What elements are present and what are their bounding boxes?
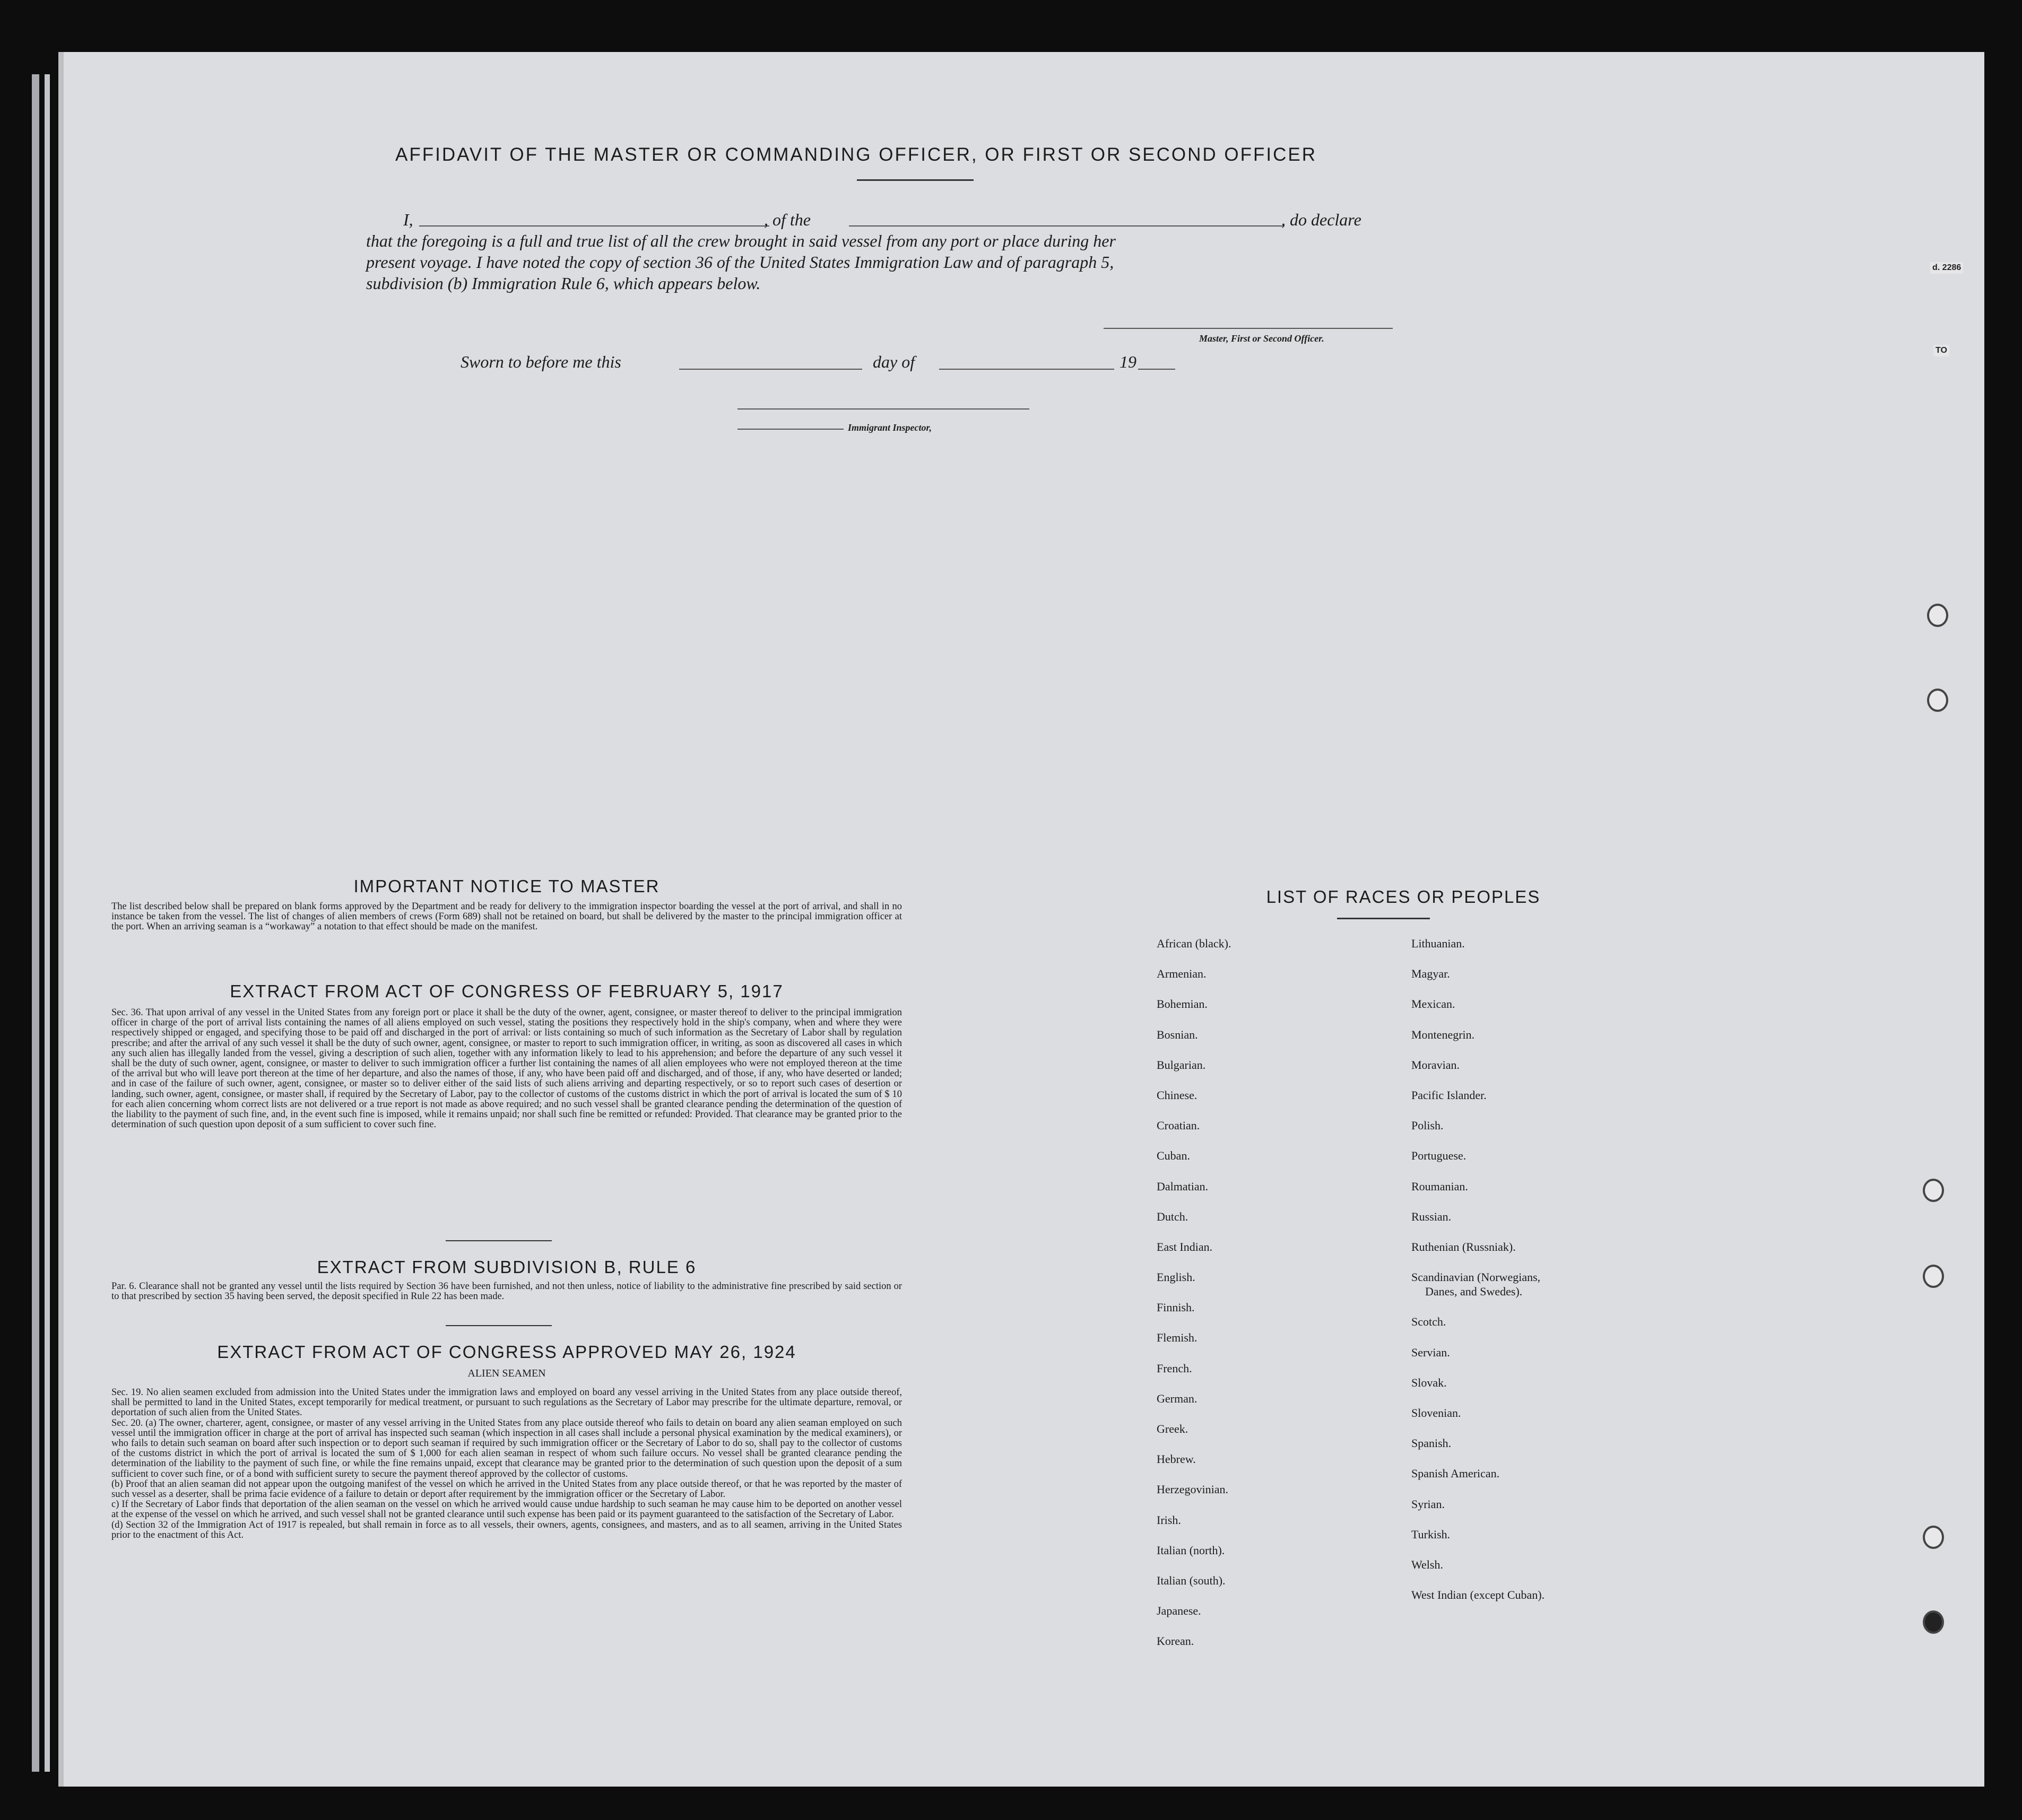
race-item: Lithuanian. [1411, 937, 1465, 950]
binding-hole [1927, 689, 1948, 712]
master-signature-label: Master, First or Second Officer. [1199, 333, 1324, 344]
month-blank [939, 369, 1114, 370]
race-item: French. [1157, 1361, 1192, 1375]
race-item: Chinese. [1157, 1088, 1197, 1102]
races-left-column [1157, 937, 1231, 1665]
race-item: Bohemian. [1157, 997, 1208, 1011]
section-rule [446, 1325, 552, 1326]
inspector-blank [737, 429, 844, 430]
race-item: Herzegovinian. [1157, 1483, 1228, 1496]
declaration-declare: , do declare [1281, 210, 1361, 229]
race-item: Scotch. [1411, 1315, 1446, 1329]
race-item: African (black). [1157, 937, 1231, 950]
section-rule [446, 1240, 552, 1241]
name-blank [419, 225, 769, 227]
race-item: Syrian. [1411, 1497, 1445, 1511]
race-item: Magyar. [1411, 967, 1450, 981]
binding-hole [1923, 1526, 1944, 1549]
extract-1924-heading: EXTRACT FROM ACT OF CONGRESS APPROVED MAY 26, 1924 [217, 1342, 796, 1362]
race-item: West Indian (except Cuban). [1411, 1588, 1545, 1602]
declaration-line: subdivision (b) Immigration Rule 6, which appears below. [366, 274, 761, 293]
notice-heading: IMPORTANT NOTICE TO MASTER [353, 876, 660, 896]
extract-1917-heading: EXTRACT FROM ACT OF CONGRESS OF FEBRUARY 5, 1917 [230, 981, 784, 1001]
race-item: East Indian. [1157, 1240, 1213, 1253]
declaration-line: present voyage. I have noted the copy of section 36 of the United States Immigration Law and of paragraph 5, [366, 252, 1114, 272]
inspector-signature-line [737, 408, 1029, 410]
page-edge [32, 74, 39, 1772]
day-of-text: day of [873, 352, 915, 371]
binding-hole [1923, 1179, 1944, 1202]
binding-hole [1923, 1610, 1944, 1634]
race-item: Hebrew. [1157, 1452, 1196, 1466]
races-right-column [1411, 937, 1544, 1618]
race-item: Mexican. [1411, 997, 1455, 1011]
race-item: Danes, and Swedes). [1425, 1285, 1523, 1299]
alien-seamen-subheading: ALIEN SEAMEN [467, 1368, 546, 1379]
declaration-i: I, [403, 210, 413, 229]
race-item: Greek. [1157, 1422, 1188, 1435]
race-item: Ruthenian (Russniak). [1411, 1240, 1516, 1253]
rule6-text [111, 1282, 902, 1302]
race-item: Dutch. [1157, 1209, 1188, 1223]
race-item: Armenian. [1157, 967, 1207, 981]
vessel-blank [849, 225, 1284, 227]
race-item: Finnish. [1157, 1301, 1195, 1314]
race-item: Roumanian. [1411, 1179, 1468, 1193]
year-blank [1138, 369, 1175, 370]
extract-1924-paragraph: c) If the Secretary of Labor finds that deportation of the alien seaman on the vessel on which he arrived would cause undue hardship to such seaman he may cause him to be deported on another vessel at the expense of the vessel on which he arrived, and such vessel shall not be granted clearance until such expense has been paid or its payment guaranteed to the satisfaction of the Secretary of Labor. [111, 1499, 902, 1520]
sworn-day-blank [679, 369, 862, 370]
extract-1917-text [111, 1008, 902, 1130]
binding-hole [1923, 1265, 1944, 1288]
race-item: Pacific Islander. [1411, 1088, 1487, 1102]
declaration-of: , of the [764, 210, 811, 229]
title-rule [857, 179, 974, 181]
extract-1924-paragraph: (b) Proof that an alien seaman did not appear upon the outgoing manifest of the vessel on which he arrived in the United States from any place outside thereof, or that he was reported by the master of such vessel as a deserter, shall be prima facie evidence of a failure to detain or deport after requirement by the immigration officer or the Secretary of Labor. [111, 1478, 902, 1500]
races-heading: LIST OF RACES OR PEOPLES [1266, 887, 1541, 907]
race-item: Korean. [1157, 1634, 1194, 1648]
race-item: Welsh. [1411, 1557, 1443, 1571]
race-item: Dalmatian. [1157, 1179, 1209, 1193]
rule6-heading: EXTRACT FROM SUBDIVISION B, RULE 6 [317, 1257, 697, 1277]
race-item: Servian. [1411, 1345, 1450, 1359]
master-signature-line [1104, 328, 1393, 329]
race-item: Moravian. [1411, 1058, 1460, 1072]
race-item: Turkish. [1411, 1527, 1451, 1541]
section-36-paragraph: Sec. 36. That upon arrival of any vessel in the United States from any foreign port or place it shall be the duty of the owner, agent, consignee, or master thereof to deliver to the principal immigration officer in charge of the port of arrival lists containing the names of all aliens employed on such vessel, stating the positions they respectively hold in the ship's company, when and where they were respectively shipped or engaged, and specifying those to be paid off and discharged in the port of arrival: or lists containing so much of such information as the Secretary of Labor shall by regulation prescribe; and after the arrival of any such vessel it shall be the duty of such owner, agent, consignee, or master to report to such immigration officer, in writing, as soon as discovered all cases in which any such alien has illegally landed from the vessel, giving a description of such alien, together with any information likely to lead to his apprehension; and before the departure of any such vessel it shall be the duty of such owner, agent, consignee, or master to deliver to such immigration officer a further list containing the names of all alien employees who were not employed thereon at the time of the arrival but who will leave port thereon at the time of her departure, and also the names of those, if any, who have been paid off and discharged, and of those, if any, who have deserted or landed; and in case of the failure of such owner, agent, consignee, or master so to deliver either of the said lists of such aliens arriving and departing respectively, or so to report such cases of desertion or landing, such owner, agent, consignee, or master shall, if required by the Secretary of Labor, pay to the collector of customs of the customs district in which the port of arrival is located the sum of $ 10 for each alien concerning whom correct lists are not delivered or a true report is not made as above required; and no such vessel shall be granted clearance pending the determination of the question of the liability to the payment of such fine, and, in the event such fine is imposed, while it remains unpaid; nor shall such fine be remitted or refunded: Provided. That clearance may be granted prior to the determination of such question upon deposit of a sum sufficient to cover such fine. [111, 1007, 902, 1130]
form-number-stub: d. 2286 [1930, 262, 1963, 274]
extract-1924-paragraph: Sec. 20. (a) The owner, charterer, agent, consignee, or master of any vessel arriving in the United States from any place outside thereof who fails to detain on board any alien seaman employed on such vessel until the immigration officer in charge at the port of arrival has inspected such seaman (which inspection in all cases shall include a personal physical examination by the medical examiners), or who fails to detain such seaman on board after such inspection or to deport such seaman if required by such immigration officer or the Secretary of Labor to do so, shall pay to the collector of customs of the customs district in which the port of arrival is located the sum of $ 1,000 for each alien seaman in respect of whom such failure occurs. No vessel shall be granted clearance pending the determination of the liability to the payment of such fine, or while the fine remains unpaid, except that clearance may be granted prior to the determination of such question upon the deposit of a sum sufficient to cover such fine, or of a bond with sufficient surety to secure the payment thereof approved by the collector of customs. [111, 1417, 902, 1479]
race-item: Montenegrin. [1411, 1027, 1475, 1041]
race-item: Cuban. [1157, 1149, 1190, 1163]
year-prefix: 19 [1120, 352, 1136, 371]
race-item: Flemish. [1157, 1331, 1197, 1345]
race-item: Croatian. [1157, 1119, 1200, 1133]
extract-1924-paragraph: (d) Section 32 of the Immigration Act of 1917 is repealed, but shall remain in force as to all vessels, their owners, agents, consignees, and masters, and as to all seamen, arriving in the United States prior to the enactment of this Act. [111, 1519, 902, 1540]
race-item: Portuguese. [1411, 1149, 1466, 1163]
races-rule [1337, 918, 1430, 919]
race-item: Bulgarian. [1157, 1058, 1206, 1072]
race-item: Bosnian. [1157, 1027, 1198, 1041]
race-item: Spanish American. [1411, 1467, 1500, 1481]
notice-text [111, 902, 902, 933]
race-item: Spanish. [1411, 1436, 1452, 1450]
race-item: Polish. [1411, 1119, 1444, 1133]
race-item: Slovak. [1411, 1375, 1447, 1389]
race-item: Japanese. [1157, 1604, 1201, 1618]
notice-paragraph: The list described below shall be prepared on blank forms approved by the Department and be ready for delivery to the immigration inspector boarding the vessel at the port of arrival, and shall in no instance be taken from the vessel. The list of changes of alien members of crews (Form 689) shall not be retained on board, but shall be delivered by the master to the principal immigration officer at the port. When an arriving seaman is a “workaway” a notation to that effect should be made on the manifest. [111, 901, 902, 933]
race-item: Italian (south). [1157, 1573, 1226, 1587]
race-item: Italian (north). [1157, 1543, 1225, 1557]
race-item: English. [1157, 1270, 1195, 1284]
page-edge [45, 74, 50, 1772]
race-item: Slovenian. [1411, 1406, 1461, 1420]
margin-stub: TO [1933, 345, 1949, 356]
extract-1924-paragraph: Sec. 19. No alien seamen excluded from admission into the United States under the immigration laws and employed on board any vessel arriving in the United States from any place outside thereof, shall be permitted to land in the United States, except temporarily for medical treatment, or pursuant to such regulations as the Secretary of Labor may prescribe for the ultimate departure, removal, or deportation of such alien from the United States. [111, 1387, 902, 1418]
race-item: Russian. [1411, 1209, 1452, 1223]
sworn-text: Sworn to before me this [461, 352, 621, 371]
rule6-paragraph: Par. 6. Clearance shall not be granted any vessel until the lists required by Section 36 have been furnished, and not then unless, notice of liability to the administrative fine prescribed by said section or to that prescribed by section 35 having been served, the deposit specified in Rule 22 has been made. [111, 1281, 902, 1302]
declaration-line: that the foregoing is a full and true list of all the crew brought in said vessel from any port or place during her [366, 231, 1116, 250]
binding-hole [1927, 604, 1948, 627]
extract-1924-text [111, 1388, 902, 1540]
race-item: Scandinavian (Norwegians, [1411, 1270, 1541, 1284]
race-item: German. [1157, 1391, 1197, 1405]
race-item: Irish. [1157, 1513, 1181, 1527]
inspector-label: Immigrant Inspector, [848, 422, 932, 433]
affidavit-title: AFFIDAVIT OF THE MASTER OR COMMANDING OFFICER, OR FIRST OR SECOND OFFICER [395, 144, 1317, 165]
